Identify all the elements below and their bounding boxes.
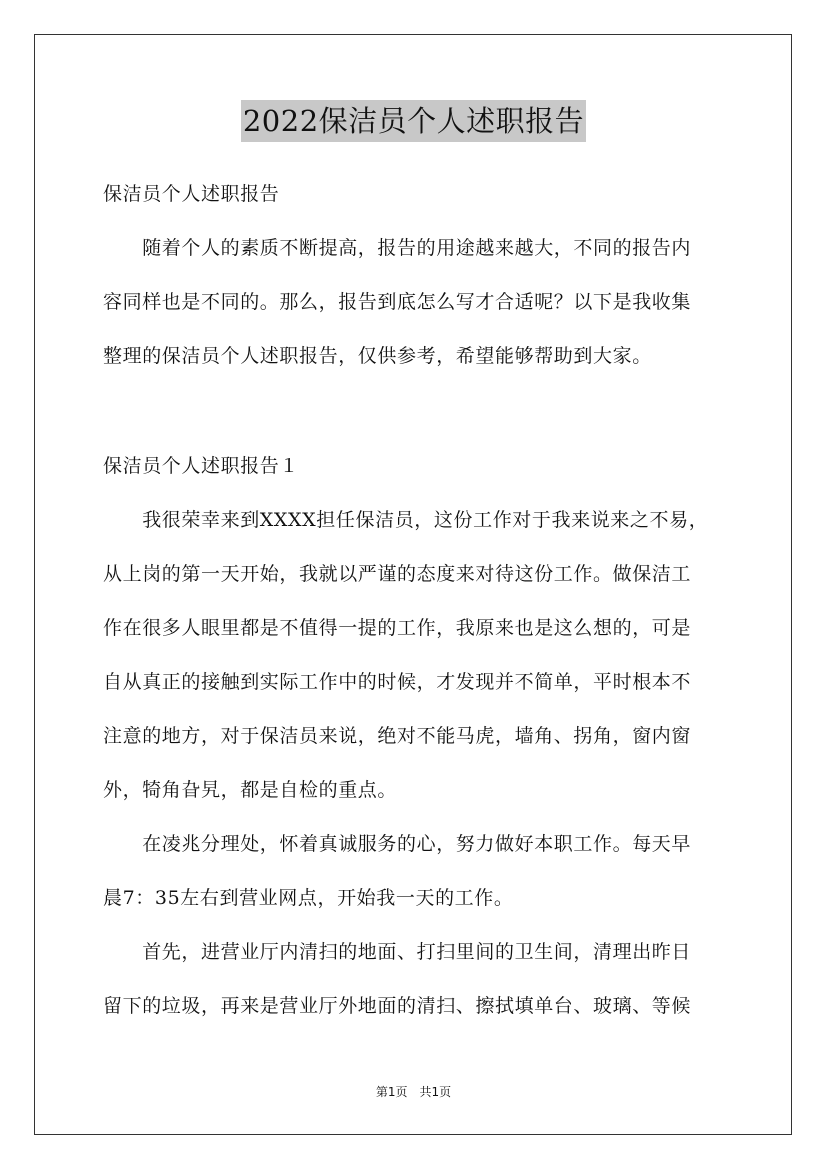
body-line: 注意的地方，对于保洁员来说，绝对不能马虎，墙角、拐角，窗内窗 <box>103 725 692 747</box>
page-footer: 第1页 共1页 <box>375 1085 452 1099</box>
title-container <box>0 100 827 142</box>
body-line: 自从真正的接触到实际工作中的时候，才发现并不简单，平时根本不 <box>103 671 692 693</box>
intro-line: 随着个人的素质不断提高，报告的用途越来越大，不同的报告内 <box>103 237 692 259</box>
body-line: 我很荣幸来到XXXX担任保洁员，这份工作对于我来说来之不易， <box>103 509 709 531</box>
intro-line: 容同样也是不同的。那么，报告到底怎么写才合适呢？以下是我收集 <box>103 291 692 313</box>
body-line: 留下的垃圾，再来是营业厅外地面的清扫、擦拭填单台、玻璃、等候 <box>103 995 692 1017</box>
body-line: 作在很多人眼里都是不值得一提的工作，我原来也是这么想的，可是 <box>103 617 692 639</box>
intro-line: 整理的保洁员个人述职报告，仅供参考，希望能够帮助到大家。 <box>103 345 652 367</box>
body-line: 从上岗的第一天开始，我就以严谨的态度来对待这份工作。做保洁工 <box>103 563 692 585</box>
body-line: 首先，进营业厅内清扫的地面、打扫里间的卫生间，清理出昨日 <box>103 941 692 963</box>
body-line: 外，犄角旮旯，都是自检的重点。 <box>103 779 398 801</box>
section-heading: 保洁员个人述职报告１ <box>103 455 300 477</box>
body-line: 在凌兆分理处，怀着真诚服务的心，努力做好本职工作。每天早 <box>103 833 692 855</box>
document-title: 2022保洁员个人述职报告 <box>241 100 586 142</box>
subtitle: 保洁员个人述职报告 <box>103 183 280 205</box>
body-line: 晨7：35左右到营业网点，开始我一天的工作。 <box>103 887 514 909</box>
